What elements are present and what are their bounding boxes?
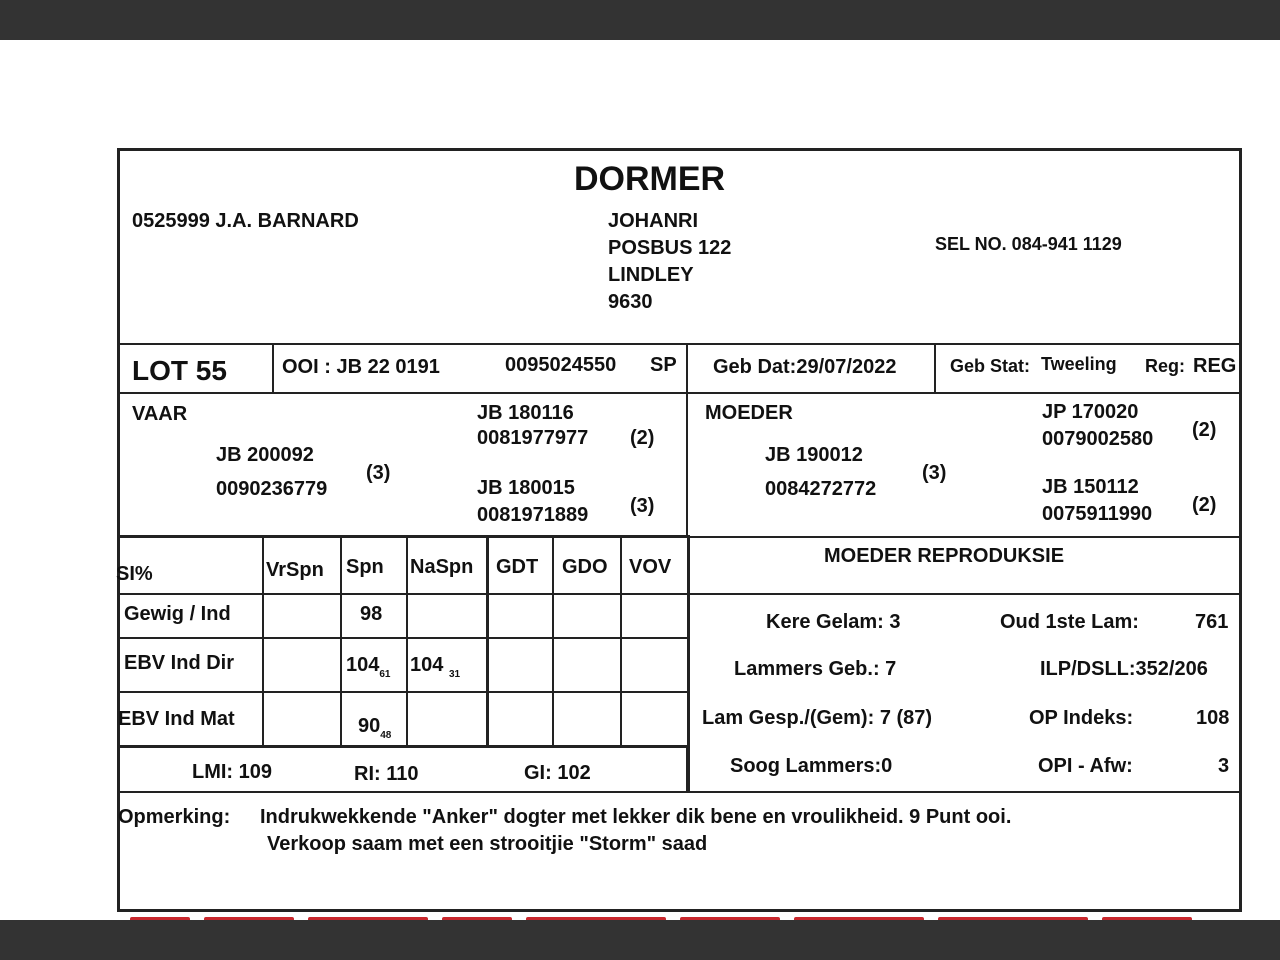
dam-number: 0084272772 [765, 478, 877, 500]
sire-heading: VAAR [132, 403, 188, 425]
reg-value: REG [1193, 355, 1237, 377]
divider [934, 343, 936, 393]
ewe-reg-number: 0095024550 [505, 354, 617, 376]
divider [690, 593, 1242, 595]
phone-number: SEL NO. 084-941 1129 [935, 234, 1122, 254]
red-footer-text-fragment [130, 912, 1230, 920]
birth-status: Tweeling [1041, 354, 1117, 374]
dam-heading: MOEDER [705, 402, 793, 424]
si-header-si: SI% [116, 563, 153, 585]
si-header-gdt: GDT [496, 556, 539, 578]
op-label: OP Indeks: [1029, 707, 1134, 729]
remark-line1: Indrukwekkende "Anker" dogter met lekker dik bene en vroulikheid. 9 Punt ooi. [260, 806, 1012, 828]
si-cell-spn: 98 [360, 603, 383, 625]
si-cell-naspn-sub: 31 [448, 669, 461, 680]
si-cell-spn-sub: 48 [380, 730, 392, 741]
op-value: 108 [1196, 707, 1230, 729]
dam-offspring-count: (3) [922, 462, 947, 484]
ri-index: RI: 110 [354, 763, 419, 785]
birth-status-label: Geb Stat: [950, 356, 1031, 376]
si-header-vrspn: VrSpn [266, 559, 324, 581]
divider [340, 537, 342, 747]
address-line2: POSBUS 122 [608, 237, 732, 259]
ewe-id: OOI : JB 22 0191 [282, 356, 440, 378]
dam-dam-count: (2) [1192, 494, 1217, 516]
lmi-index: LMI: 109 [192, 761, 273, 783]
divider [690, 536, 1242, 538]
divider [120, 745, 690, 748]
divider [120, 691, 690, 693]
divider [686, 392, 688, 538]
dam-dam-id: JB 150112 [1042, 476, 1139, 498]
si-header-vov: VOV [629, 556, 672, 578]
top-bar [0, 0, 1280, 40]
ilp-dsll: ILP/DSLL:352/206 [1040, 658, 1208, 680]
reg-label: Reg: [1145, 356, 1185, 376]
address-line3: LINDLEY [608, 264, 694, 286]
kere-gelam: Kere Gelam: 3 [766, 611, 901, 633]
divider [272, 343, 274, 393]
remark-line2: Verkoop saam met een strooitjie "Storm" saad [267, 833, 708, 855]
divider [406, 537, 408, 747]
divider [486, 537, 489, 747]
sire-id: JB 200092 [216, 444, 314, 466]
lot-number: LOT 55 [132, 355, 227, 386]
lot-card [117, 148, 1242, 912]
breed-title: DORMER [574, 160, 726, 198]
sire-dam-id: JB 180015 [477, 477, 575, 499]
si-row-label: Gewig / Ind [124, 603, 231, 625]
si-cell-spn: $90_{48}$ [358, 715, 392, 741]
si-header-spn: Spn [346, 556, 384, 578]
birth-date: Geb Dat:29/07/2022 [713, 356, 897, 378]
sire-dam-count: (3) [630, 495, 655, 517]
divider [686, 747, 688, 793]
bottom-bar [0, 920, 1280, 960]
sire-sire-count: (2) [630, 427, 655, 449]
divider [120, 593, 690, 595]
divider [262, 537, 264, 747]
address-line4: 9630 [608, 291, 653, 313]
si-cell-spn-sub: 61 [379, 669, 391, 680]
si-header-gdo: GDO [562, 556, 608, 578]
si-row-label: EBV Ind Mat [118, 708, 235, 730]
si-header-naspn: NaSpn [410, 556, 474, 578]
address-line1: JOHANRI [608, 210, 699, 232]
dam-sire-number: 0079002580 [1042, 428, 1154, 450]
dam-id: JB 190012 [765, 444, 863, 466]
soog-lammers: Soog Lammers:0 [730, 755, 893, 777]
si-cell-spn: $104_{61}$ [346, 654, 391, 680]
sire-sire-id: JB 180116 [477, 402, 574, 424]
dam-dam-number: 0075911990 [1042, 503, 1153, 525]
sire-number: 0090236779 [216, 478, 328, 500]
sire-sire-number: 0081977977 [477, 427, 589, 449]
sire-offspring-count: (3) [366, 462, 391, 484]
lammers-geb: Lammers Geb.: 7 [734, 658, 897, 680]
divider [620, 537, 622, 747]
reproduction-heading: MOEDER REPRODUKSIE [824, 545, 1065, 567]
breeder-name: 0525999 J.A. BARNARD [132, 210, 359, 232]
opi-label: OPI - Afw: [1038, 755, 1133, 777]
oud-label: Oud 1ste Lam: [1000, 611, 1139, 633]
divider [686, 343, 688, 393]
divider [120, 535, 690, 538]
divider [552, 537, 554, 747]
divider [120, 343, 1242, 345]
si-row-label: EBV Ind Dir [124, 652, 235, 674]
si-cell-naspn: 104 $_{31}$ [410, 654, 461, 680]
dam-sire-id: JP 170020 [1042, 401, 1139, 423]
divider [120, 392, 1242, 394]
sire-dam-number: 0081971889 [477, 504, 589, 526]
lam-gesp: Lam Gesp./(Gem): 7 (87) [702, 707, 933, 729]
gi-index: GI: 102 [524, 762, 591, 784]
oud-value: 761 [1195, 611, 1229, 633]
dam-sire-count: (2) [1192, 419, 1217, 441]
remark-label: Opmerking: [118, 806, 231, 828]
ewe-grade: SP [650, 354, 677, 376]
divider [120, 791, 1242, 793]
divider [120, 637, 690, 639]
opi-value: 3 [1218, 755, 1230, 777]
